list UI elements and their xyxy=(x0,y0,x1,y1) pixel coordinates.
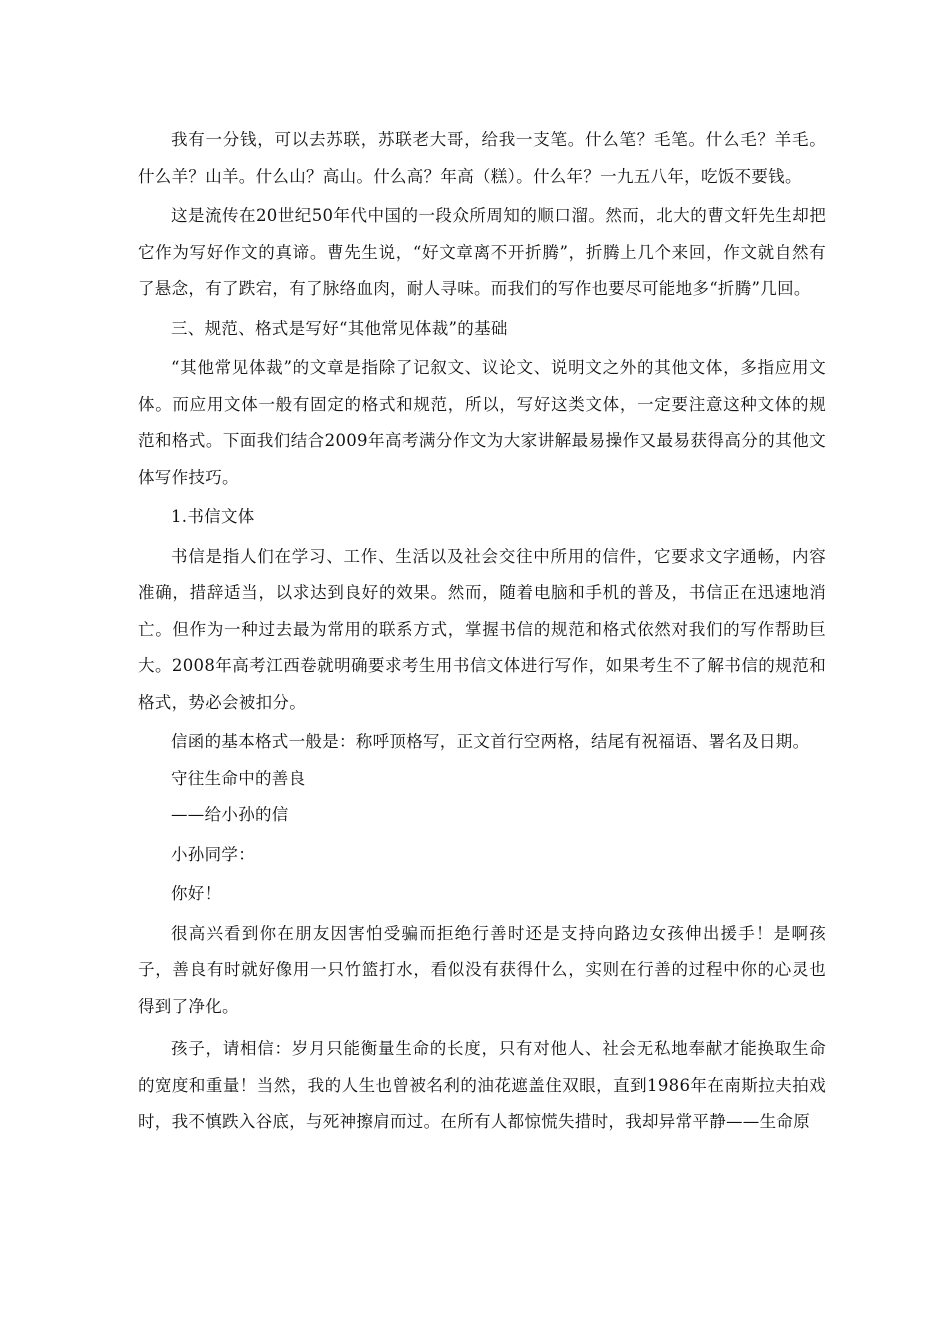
paragraph-letter-description: 书信是指人们在学习、工作、生活以及社会交往中所用的信件，它要求文字通畅，内容准确，措辞适当，以求达到良好的效果。然而，随着电脑和手机的普及，书信正在迅速地消亡。但作为一种过去最为常用的联系方式，掌握书信的规范和格式依然对我们的写作帮助巨大。2008年高考江西卷就明确要求考生用书信文体进行写作，如果考生不了解书信的规范和格式，势必会被扣分。 xyxy=(138,546,826,712)
paragraph-rhyme-explanation: 这是流传在20世纪50年代中国的一段众所周知的顺口溜。然而，北大的曹文轩先生却把它作为写好作文的真谛。曹先生说，“好文章离不开折腾”，折腾上几个来回，作文就自然有了悬念，有了跌宕，有了脉络血肉，耐人寻味。而我们的写作也要尽可能地多“折腾”几回。 xyxy=(138,206,826,298)
sample-letter-paragraph-2: 孩子，请相信：岁月只能衡量生命的长度，只有对他人、社会无私地奉献才能换取生命的宽度和重量！当然，我的人生也曾被名利的油花遮盖住双眼，直到1986年在南斯拉夫拍戏时，我不慎跌入谷底，与死神擦肩而过。在所有人都惊慌失措时，我却异常平静——生命原 xyxy=(138,1039,826,1131)
sample-letter-salutation: 小孙同学： xyxy=(171,844,255,864)
sample-letter-title: 守往生命中的善良 xyxy=(171,768,306,788)
paragraph-rhyme: 我有一分钱，可以去苏联，苏联老大哥，给我一支笔。什么笔？毛笔。什么毛？羊毛。什么羊？山羊。什么山？高山。什么高？年高（糕）。什么年？一九五八年，吃饭不要钱。 xyxy=(138,130,826,186)
paragraph-other-genres: “其他常见体裁”的文章是指除了记叙文、议论文、说明文之外的其他文体，多指应用文体。而应用文体一般有固定的格式和规范，所以，写好这类文体，一定要注意这种文体的规范和格式。下面我们结合2009年高考满分作文为大家讲解最易操作又最易获得高分的其他文体写作技巧。 xyxy=(138,358,826,487)
sample-letter-greeting: 你好！ xyxy=(171,884,222,903)
paragraph-letter-format: 信函的基本格式一般是：称呼顶格写，正文首行空两格，结尾有祝福语、署名及日期。 xyxy=(171,732,810,751)
section-heading-3: 三、规范、格式是写好“其他常见体裁”的基础 xyxy=(171,318,508,338)
document-body xyxy=(138,122,826,1141)
sample-letter-paragraph-1: 很高兴看到你在朋友因害怕受骗而拒绝行善时还是支持向路边女孩伸出援手！是啊孩子，善良有时就好像用一只竹篮打水，看似没有获得什么，实则在行善的过程中你的心灵也得到了净化。 xyxy=(138,923,826,1016)
sample-letter-subtitle: ——给小孙的信 xyxy=(171,805,289,824)
subheading-letter-genre: 1.书信文体 xyxy=(171,507,255,526)
